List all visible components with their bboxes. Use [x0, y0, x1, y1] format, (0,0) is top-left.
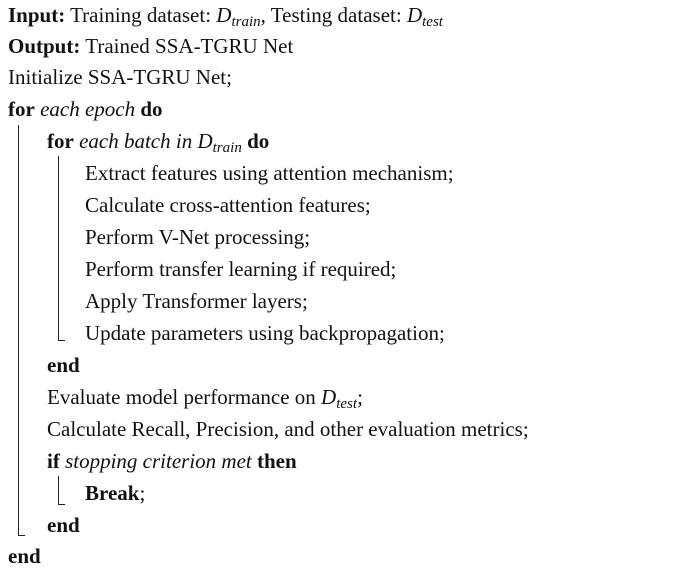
test-var: D	[406, 3, 423, 27]
input-line	[8, 2, 443, 28]
evaluate-end: ;	[357, 385, 363, 409]
input-keyword: Input:	[8, 3, 66, 27]
output-keyword: Output:	[8, 34, 81, 58]
init-line: Initialize SSA-TGRU Net;	[8, 65, 232, 89]
test-sub: test	[422, 14, 443, 30]
step-line: Extract features using attention mechanism;	[85, 161, 454, 185]
step-line: Apply Transformer layers;	[85, 289, 308, 313]
input-text-2: , Testing dataset:	[260, 3, 407, 27]
outer-scope-bar	[18, 125, 19, 536]
if-keyword: if	[47, 449, 60, 473]
evaluate-line	[47, 384, 363, 410]
step-line: Perform V-Net processing;	[85, 225, 311, 249]
break-keyword: Break	[85, 481, 140, 505]
evaluate-var: D	[321, 385, 337, 409]
if-end-keyword: end	[47, 513, 80, 537]
outer-for-keyword: for	[8, 97, 35, 121]
inner-for-line	[47, 128, 269, 154]
if-scope-bar	[58, 476, 59, 505]
output-line	[8, 33, 293, 59]
outer-for-condition: each epoch	[40, 97, 136, 121]
inner-for-condition: each batch in	[79, 129, 198, 153]
if-condition: stopping criterion met	[65, 449, 252, 473]
inner-cond-sub: train	[212, 140, 242, 156]
train-var: D	[216, 3, 232, 27]
outer-for-line	[8, 96, 163, 122]
break-end: ;	[139, 481, 146, 505]
train-sub: train	[231, 14, 261, 30]
evaluate-sub: test	[336, 396, 358, 412]
outer-scope-tick	[18, 535, 25, 536]
step-line: Perform transfer learning if required;	[85, 257, 397, 281]
outer-do-keyword: do	[140, 97, 163, 121]
step-line: Calculate cross-attention features;	[85, 193, 371, 217]
inner-end-keyword: end	[47, 353, 80, 377]
then-keyword: then	[256, 449, 297, 473]
inner-for-keyword: for	[47, 129, 74, 153]
if-scope-tick	[58, 504, 65, 505]
metrics-line: Calculate Recall, Precision, and other evaluation metrics;	[47, 417, 529, 441]
outer-end-keyword: end	[8, 544, 41, 568]
evaluate-text: Evaluate model performance on	[47, 385, 322, 409]
input-text-1: Training dataset:	[70, 3, 217, 27]
break-line	[85, 480, 145, 506]
if-line	[47, 448, 297, 474]
inner-scope-tick	[58, 340, 65, 341]
inner-do-keyword: do	[247, 129, 270, 153]
output-text: Trained SSA-TGRU Net	[85, 34, 294, 58]
inner-cond-var: D	[197, 129, 213, 153]
inner-scope-bar	[58, 156, 59, 341]
step-line: Update parameters using backpropagation;	[85, 321, 445, 345]
